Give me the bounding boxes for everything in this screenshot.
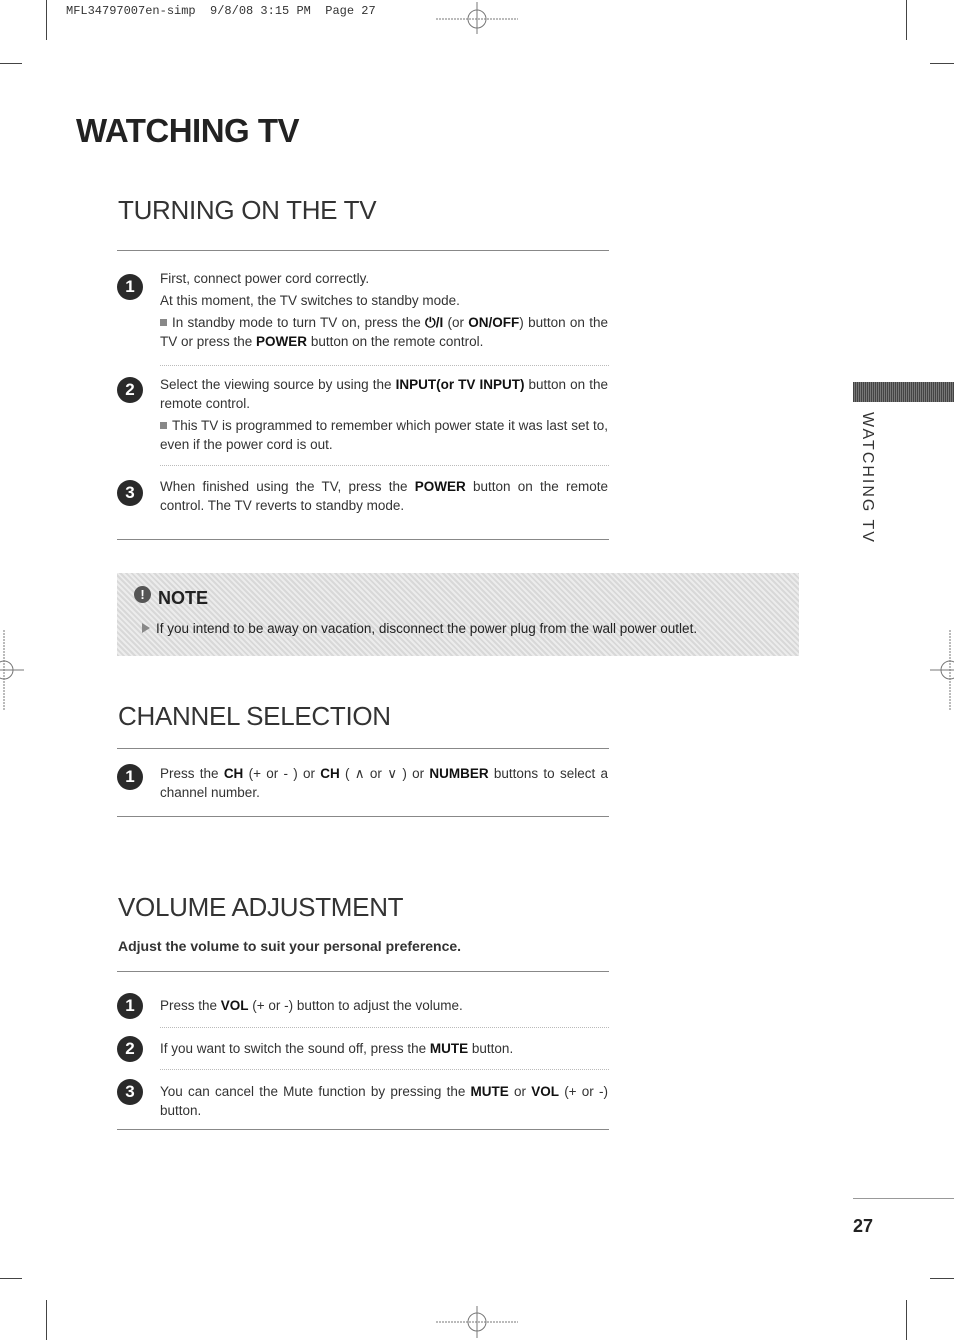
step-line-text: (+ or - ) or [243, 766, 321, 781]
bullet-icon [160, 422, 167, 429]
step-line-text: Press the [160, 998, 221, 1013]
registration-mark-top [436, 2, 518, 34]
print-slug: MFL34797007en-simp 9/8/08 3:15 PM Page 27 [66, 4, 376, 18]
step-line-text: (+ or -) button. [160, 1084, 608, 1118]
section-title-volume: VOLUME ADJUSTMENT [118, 892, 404, 922]
step-line-text: Press the [160, 766, 224, 781]
power-label: POWER [414, 479, 466, 494]
step-line-text: ( ∧ or ∨ ) or [339, 766, 430, 781]
step-text [160, 269, 608, 351]
side-tab-label: WATCHING TV [859, 412, 876, 544]
bullet-icon [160, 319, 167, 326]
crop-mark [930, 63, 954, 64]
section-rule [117, 250, 609, 251]
step-line-text: button. [468, 1041, 514, 1056]
step-note [160, 416, 608, 454]
note-text: button on the remote control. [307, 334, 484, 349]
step-text [160, 764, 608, 802]
registration-mark-right [930, 630, 954, 710]
section-intro: Adjust the volume to suit your personal preference. [118, 938, 462, 954]
input-label: INPUT(or TV INPUT) [395, 377, 525, 392]
step-line: First, connect power cord correctly. [160, 271, 370, 286]
step-line-text: button on the remote control. [160, 377, 608, 411]
vol-label: VOL [220, 998, 249, 1013]
mute-label: MUTE [470, 1084, 509, 1099]
section-title-turning-on: TURNING ON THE TV [118, 195, 377, 225]
crop-mark [46, 1300, 47, 1340]
step-number: 2 [117, 1036, 143, 1062]
page-title: WATCHING TV [76, 112, 300, 149]
step-number: 1 [117, 993, 143, 1019]
note-text: This TV is programmed to remember which power state it was last set to, even if the power cord is out. [160, 418, 608, 452]
step-text [160, 1082, 608, 1120]
note-body: If you intend to be away on vacation, disconnect the power plug from the wall power outlet. [156, 621, 698, 636]
side-tab-bar [853, 382, 954, 402]
step-divider [160, 365, 609, 366]
crop-mark [906, 0, 907, 40]
step-line-text: When finished using the TV, press the [160, 479, 415, 494]
power-symbol-icon: ⏻/I [425, 315, 444, 330]
page-number-rule [853, 1198, 954, 1199]
section-title-channel: CHANNEL SELECTION [118, 701, 391, 731]
step-divider [160, 1027, 609, 1028]
registration-mark-left [0, 630, 24, 710]
section-rule [117, 816, 609, 817]
note-box [117, 573, 799, 656]
note-text: (or [443, 315, 469, 330]
on-off-label: ON/OFF [468, 315, 520, 330]
page-number: 27 [853, 1216, 874, 1236]
crop-mark [930, 1278, 954, 1279]
step-number: 1 [117, 764, 143, 790]
arrow-right-icon [142, 623, 150, 633]
step-text [160, 1039, 608, 1058]
step-note [160, 313, 608, 351]
step-text [160, 375, 608, 454]
step-line-text: You can cancel the Mute function by pressing the [160, 1084, 471, 1099]
note-title: NOTE [158, 588, 209, 608]
step-text [160, 996, 608, 1015]
ch-label: CH [223, 766, 244, 781]
step-line-text: Select the viewing source by using the [160, 377, 396, 392]
ch-label: CH [320, 766, 340, 781]
step-number: 1 [117, 274, 143, 300]
section-rule [117, 748, 609, 749]
step-divider [160, 1069, 609, 1070]
step-line [160, 375, 608, 413]
step-line: At this moment, the TV switches to standby mode. [160, 293, 460, 308]
note-text: ) button on the TV or press the [160, 315, 608, 349]
section-rule [117, 1129, 609, 1130]
step-line-text: If you want to switch the sound off, press the [160, 1041, 430, 1056]
step-divider [160, 465, 609, 466]
note-text [142, 621, 697, 636]
vol-label: VOL [531, 1084, 559, 1099]
step-line-text: buttons to select a channel number. [160, 766, 608, 800]
crop-mark [906, 1300, 907, 1340]
section-rule [117, 539, 609, 540]
step-number: 2 [117, 377, 143, 403]
step-number: 3 [117, 480, 143, 506]
step-line-text: button on the remote control. The TV reverts to standby mode. [160, 479, 608, 513]
crop-mark [46, 0, 47, 40]
number-label: NUMBER [429, 766, 489, 781]
mute-label: MUTE [429, 1041, 469, 1056]
registration-mark-bottom [436, 1306, 518, 1338]
step-text [160, 477, 608, 515]
section-rule [117, 971, 609, 972]
step-line-text: (+ or -) button to adjust the volume. [248, 998, 463, 1013]
step-line-text: or [508, 1084, 532, 1099]
crop-mark [0, 1278, 22, 1279]
crop-mark [0, 63, 22, 64]
note-text: In standby mode to turn TV on, press the [172, 315, 426, 330]
step-number: 3 [117, 1079, 143, 1105]
exclamation-icon: ! [134, 586, 151, 603]
power-label: POWER [256, 334, 308, 349]
